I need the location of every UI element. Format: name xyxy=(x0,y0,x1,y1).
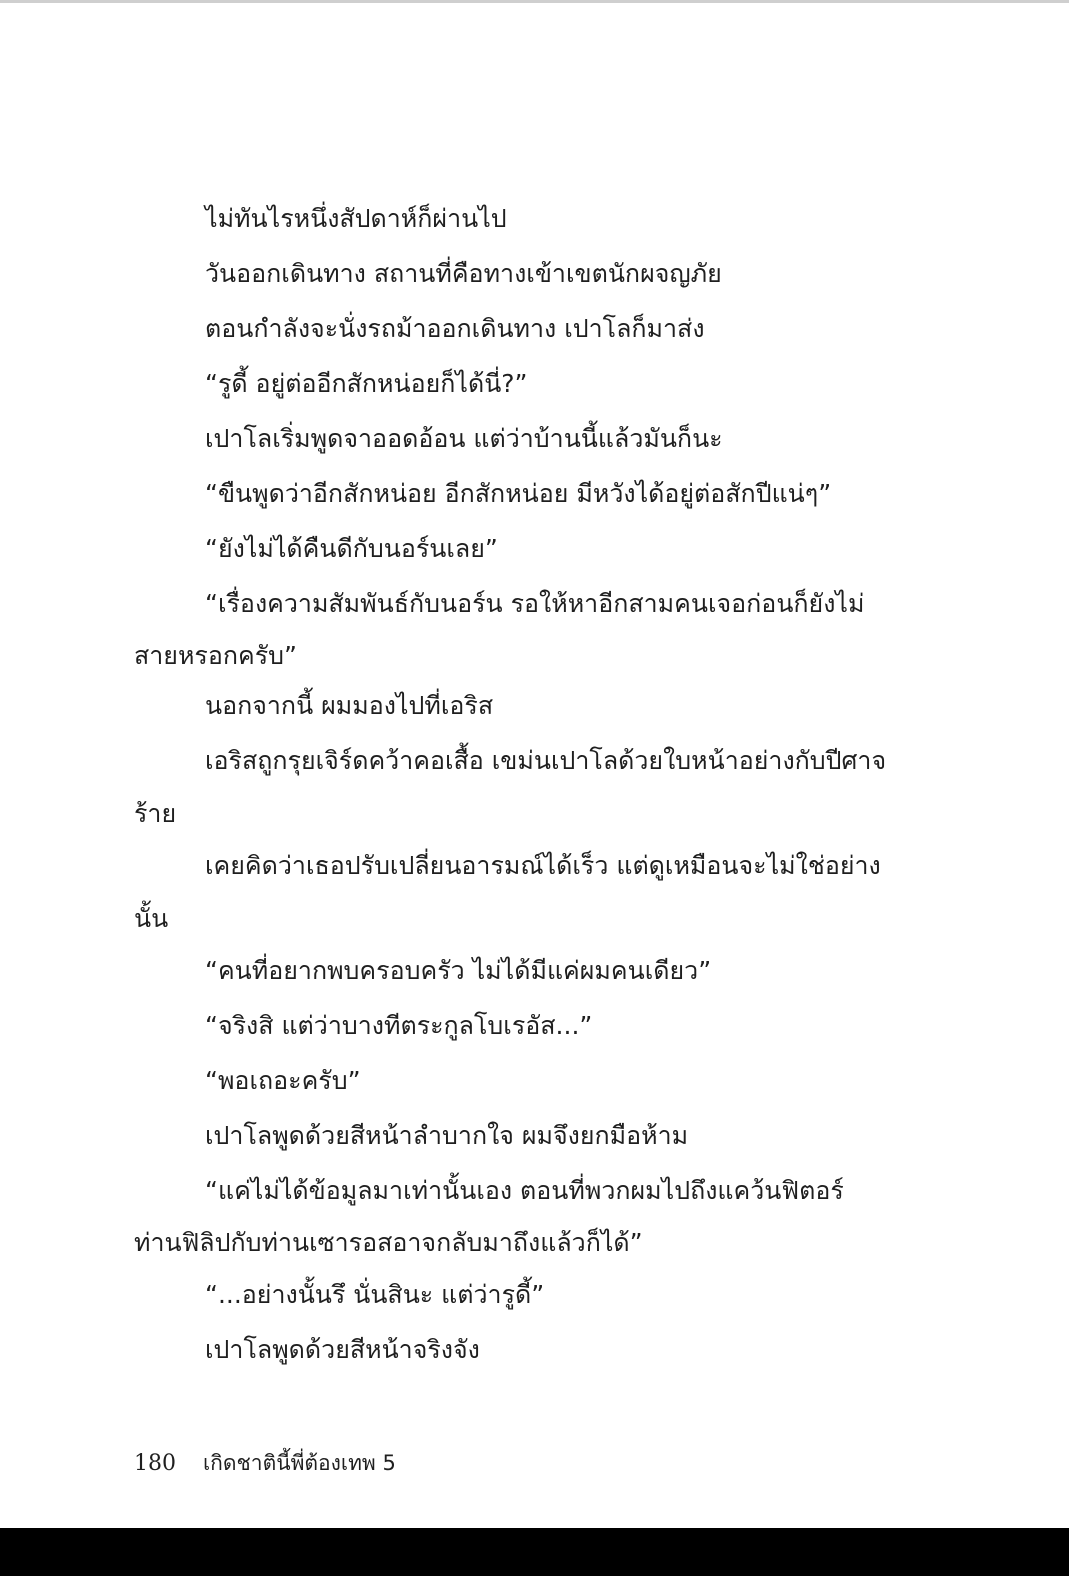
text-line: เปาโลพูดด้วยสีหน้าจริงจัง xyxy=(205,1335,480,1364)
text-line: เปาโลพูดด้วยสีหน้าลำบากใจ ผมจึงยกมือห้าม xyxy=(205,1121,689,1150)
bottom-black-bar xyxy=(0,1528,1069,1576)
text-line: ไม่ทันไรหนึ่งสัปดาห์ก็ผ่านไป xyxy=(205,204,507,233)
text-line: “ยังไม่ได้คืนดีกับนอร์นเลย” xyxy=(205,534,498,563)
text-line: วันออกเดินทาง สถานที่คือทางเข้าเขตนักผจญภัย xyxy=(205,259,722,288)
text-line: “รูดี้ อยู่ต่ออีกสักหน่อยก็ได้นี่?” xyxy=(205,369,528,398)
text-line: เคยคิดว่าเธอปรับเปลี่ยนอารมณ์ได้เร็ว แต่ดูเหมือนจะไม่ใช่อย่าง xyxy=(205,851,881,880)
book-title: เกิดชาตินี้พี่ต้องเทพ 5 xyxy=(203,1451,396,1475)
page-number: 180 xyxy=(134,1451,176,1476)
text-line: “เรื่องความสัมพันธ์กับนอร์น รอให้หาอีกสามคนเจอก่อนก็ยังไม่ xyxy=(205,589,865,618)
text-line-continuation: สายหรอกครับ” xyxy=(134,641,297,670)
page-footer xyxy=(134,1447,396,1480)
text-line: “ขืนพูดว่าอีกสักหน่อย อีกสักหน่อย มีหวังได้อยู่ต่อสักปีแน่ๆ” xyxy=(205,479,832,508)
text-line: “แค่ไม่ได้ข้อมูลมาเท่านั้นเอง ตอนที่พวกผมไปถึงแคว้นฟิตอร์ xyxy=(205,1176,844,1205)
text-line-continuation: ร้าย xyxy=(134,799,177,828)
text-line: ตอนกำลังจะนั่งรถม้าออกเดินทาง เปาโลก็มาส่ง xyxy=(205,314,705,343)
text-line-continuation: ท่านฟิลิปกับท่านเซารอสอาจกลับมาถึงแล้วก็ได้” xyxy=(134,1228,643,1257)
text-line: เอริสถูกรุยเจิร์ดคว้าคอเสื้อ เขม่นเปาโลด้วยใบหน้าอย่างกับปีศาจ xyxy=(205,746,887,775)
text-line-continuation: นั้น xyxy=(134,904,169,933)
text-line: “พอเถอะครับ” xyxy=(205,1066,361,1095)
text-line: “...อย่างนั้นรึ นั่นสินะ แต่ว่ารูดี้” xyxy=(205,1280,545,1309)
text-line: “จริงสิ แต่ว่าบางทีตระกูลโบเรอัส...” xyxy=(205,1011,593,1040)
text-line: “คนที่อยากพบครอบครัว ไม่ได้มีแค่ผมคนเดียว” xyxy=(205,956,712,985)
text-line: นอกจากนี้ ผมมองไปที่เอริส xyxy=(205,691,494,720)
text-line: เปาโลเริ่มพูดจาออดอ้อน แต่ว่าบ้านนี้แล้วมันก็นะ xyxy=(205,424,723,453)
